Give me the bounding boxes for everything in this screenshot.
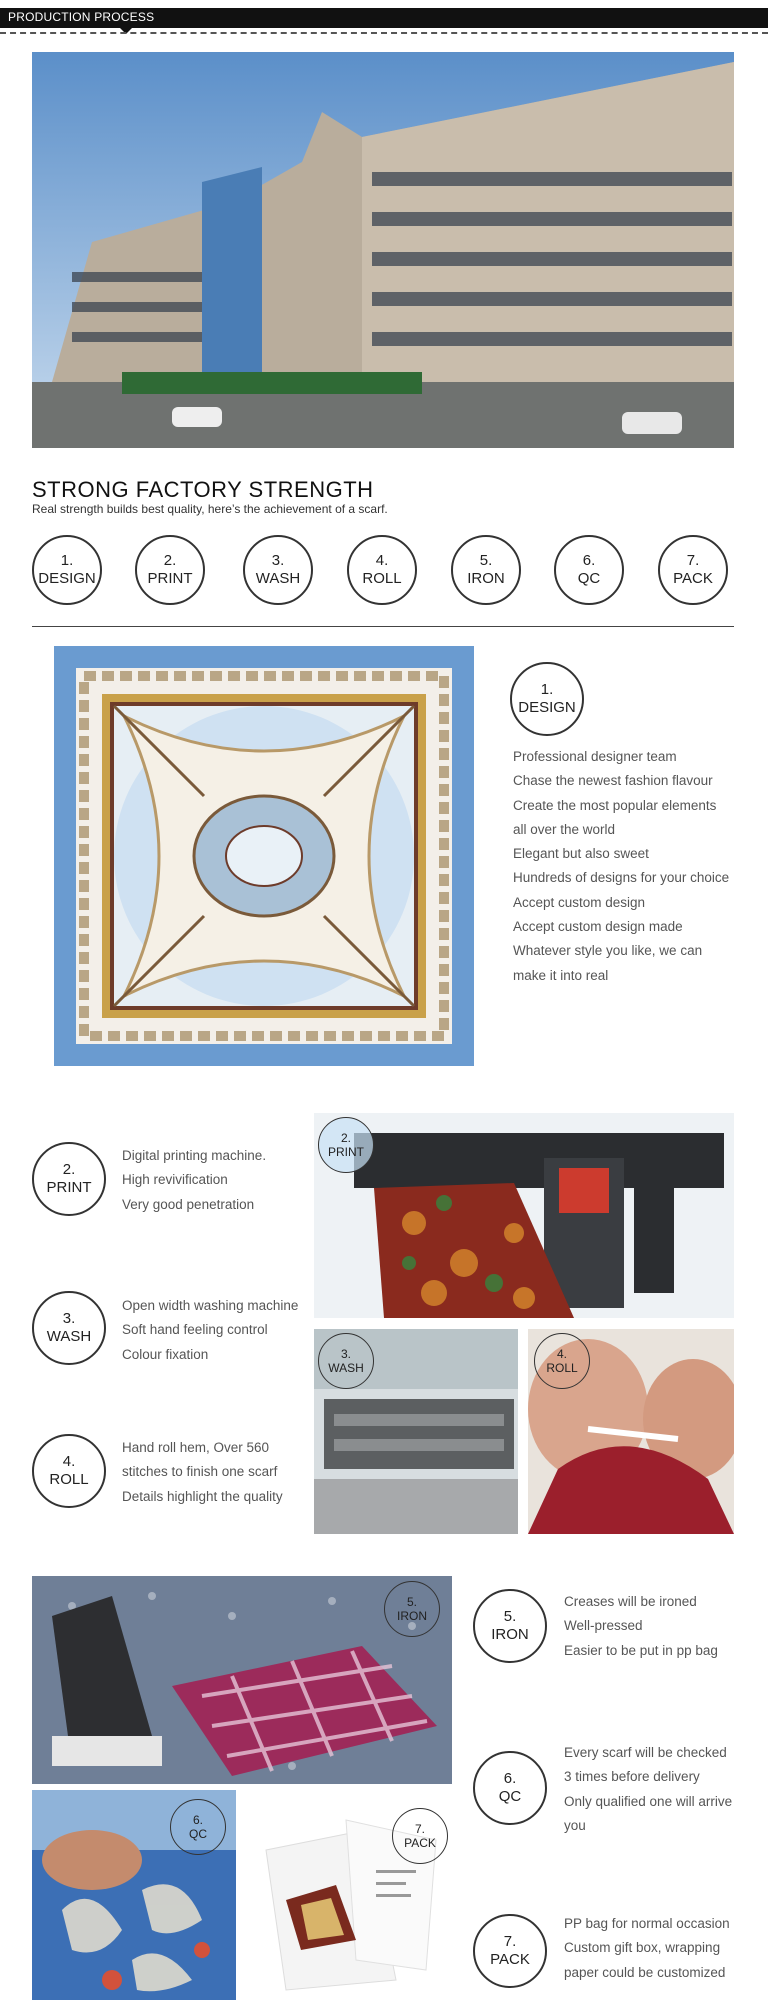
step-circle-qc-detail [473,1751,547,1825]
step-label: WASH [46,1328,92,1345]
description-line: Soft hand feeling control [122,1322,268,1338]
photo-badge-wash [318,1333,374,1389]
header-divider [0,32,768,34]
step-number: 4. [62,1453,76,1470]
description-line: Accept custom design [513,894,646,910]
design-description [513,745,729,988]
description-line: Digital printing machine. [122,1148,267,1163]
description-line: stitches to finish one scarf [122,1464,278,1480]
description-line: Easier to be put in pp bag [564,1642,718,1658]
step-label: PACK [404,1836,436,1850]
section-title: STRONG FACTORY STRENGTH [32,477,374,502]
step-number: 7. [686,552,700,569]
description-line: Custom gift box, wrapping [564,1940,721,1956]
description-line: you [564,1817,586,1833]
step-number: 3. [271,552,285,569]
step-label: PACK [490,1951,530,1968]
step-label: IRON [491,1626,529,1643]
photo-badge-qc [170,1799,226,1855]
step-number: 4. [556,1347,567,1361]
step-circle-wash-detail [32,1291,106,1365]
description-line: Create the most popular elements [513,797,717,813]
step-label: PRINT [46,1179,92,1196]
description-line: PP bag for normal occasion [564,1916,730,1931]
step-label: WASH [255,570,301,587]
description-line: paper could be customized [564,1964,726,1980]
description-line: Hundreds of designs for your choice [513,870,730,886]
step-label: QC [577,570,601,587]
photo-badge-iron [384,1581,440,1637]
print-description [122,1144,266,1217]
step-badge-design [510,662,584,736]
step-circle-roll-detail [32,1434,106,1508]
description-line: Creases will be ironed [564,1594,697,1609]
step-label: ROLL [49,1471,89,1488]
step-number: 3. [62,1310,76,1327]
header-title: PRODUCTION PROCESS [8,10,155,24]
step-circle-design [32,535,102,605]
step-label: QC [189,1827,207,1841]
step-number: 2. [163,552,177,569]
description-line: 3 times before delivery [564,1769,700,1785]
step-label: PACK [673,570,713,587]
step-number: 5. [503,1608,517,1625]
step-circle-print [135,535,205,605]
step-number: 5. [479,552,493,569]
step-label: WASH [328,1361,364,1375]
step-number: 4. [375,552,389,569]
description-line: Elegant but also sweet [513,846,649,862]
step-circle-pack [658,535,728,605]
description-line: Only qualified one will arrive [564,1793,733,1809]
step-circle-print-detail [32,1142,106,1216]
section-divider [32,626,734,627]
step-number: 6. [503,1770,517,1787]
photo-badge-pack [392,1808,448,1864]
step-number: 1. [60,552,74,569]
description-line: Well-pressed [564,1618,643,1634]
step-label: ROLL [546,1361,578,1375]
step-label: PRINT [328,1145,364,1159]
description-line: High revivification [122,1172,228,1188]
step-label: DESIGN [38,570,96,587]
description-line: Chase the newest fashion flavour [513,773,713,789]
step-number: 6. [192,1813,203,1827]
description-line: Details highlight the quality [122,1488,283,1504]
step-circle-iron [451,535,521,605]
step-number: 7. [414,1822,425,1836]
step-label: DESIGN [518,699,576,716]
description-line: Very good penetration [122,1196,255,1212]
step-number: 2. [62,1161,76,1178]
factory-photo [32,52,734,448]
description-line: make it into real [513,967,609,983]
description-line: Every scarf will be checked [564,1745,727,1760]
pack-description [564,1912,730,1985]
step-circle-qc [554,535,624,605]
step-number: 5. [406,1595,417,1609]
description-line: all over the world [513,821,616,837]
step-number: 2. [340,1131,351,1145]
step-circle-roll [347,535,417,605]
step-number: 1. [540,681,554,698]
step-number: 3. [340,1347,351,1361]
description-line: Hand roll hem, Over 560 [122,1440,270,1455]
description-line: Colour fixation [122,1346,209,1362]
step-label: PRINT [147,570,193,587]
section-subtitle: Real strength builds best quality, here’s the achievement of a scarf. [32,502,388,516]
wash-description [122,1294,298,1367]
photo-badge-print [318,1117,374,1173]
scarf-design-image [54,646,474,1066]
step-label: ROLL [362,570,402,587]
photo-badge-roll [534,1333,590,1389]
step-label: QC [498,1788,522,1805]
description-line: Accept custom design made [513,919,683,935]
step-label: IRON [397,1609,427,1623]
qc-description [564,1741,732,1838]
description-line: Whatever style you like, we can [513,943,703,959]
step-number: 7. [503,1933,517,1950]
step-label: IRON [467,570,505,587]
step-circle-wash [243,535,313,605]
description-line: Professional designer team [513,749,677,764]
step-number: 6. [582,552,596,569]
step-circle-pack-detail [473,1914,547,1988]
description-line: Open width washing machine [122,1298,299,1313]
roll-description [122,1436,283,1509]
printing-machine-photo [314,1113,734,1318]
step-circle-iron-detail [473,1589,547,1663]
iron-description [564,1590,718,1663]
